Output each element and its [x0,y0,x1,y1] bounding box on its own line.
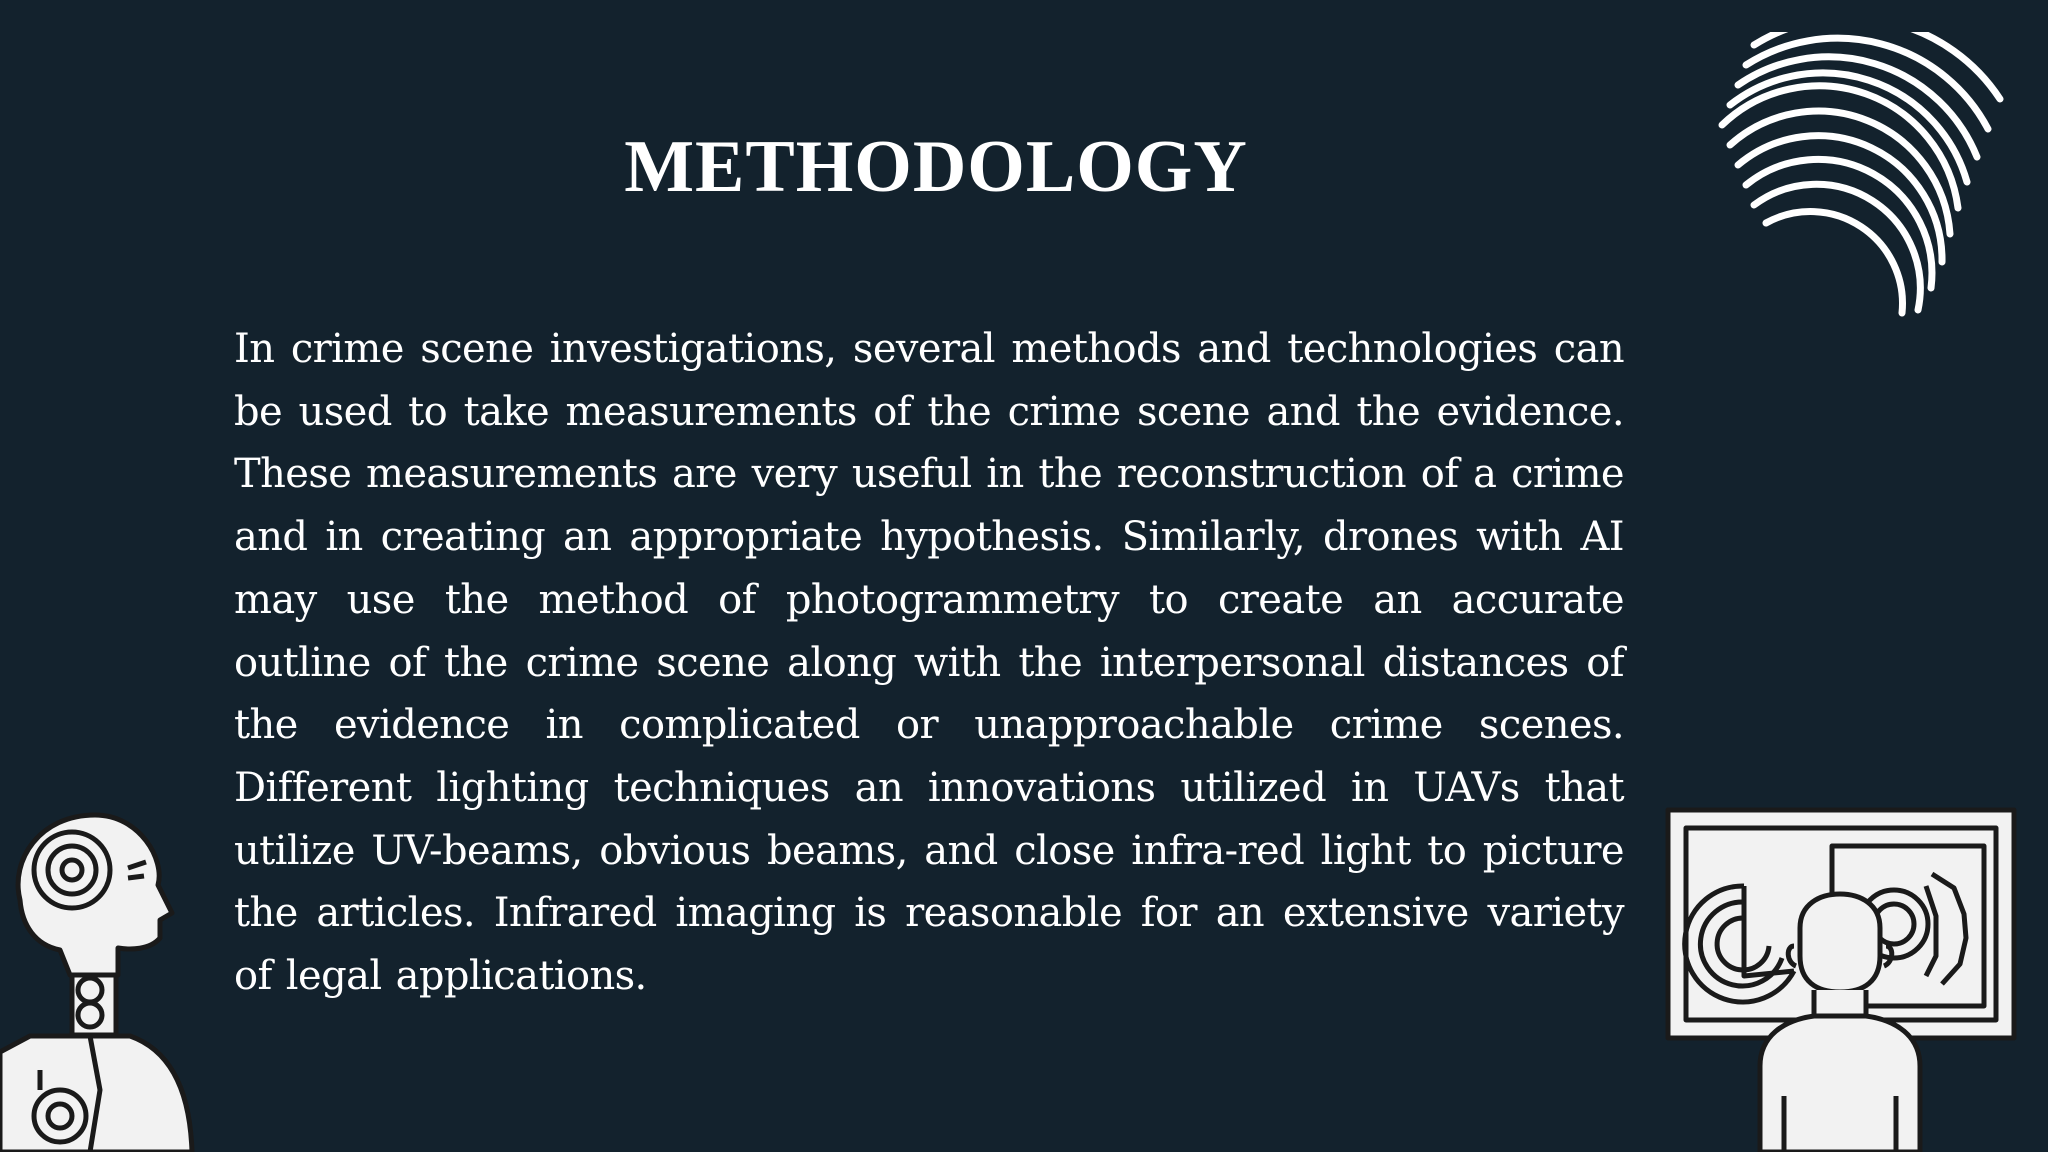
slide-body-text: In crime scene investigations, several methods and technologies can be used to take measurements of the crime scene and the evidence. These measurements are very useful in the reconstruction of a crime and in creating an appropriate hypothesis. Similarly, drones with AI may use the method of photogrammetry to create an accurate outline of the crime scene along with the interpersonal distances of the evidence in complicated or unapproachable crime scenes. Different lighting techniques an innovations utilized in UAVs that utilize UV-beams, obvious beams, and close infra-red light to picture the articles. Infrared imaging is reasonable for an extensive variety of legal applications. [234,326,1624,1000]
robot-head-icon [0,800,200,1152]
concentric-arcs-icon [1716,32,2016,322]
slide-title: METHODOLOGY [624,126,1248,208]
person-at-screen-icon [1664,806,2018,1152]
